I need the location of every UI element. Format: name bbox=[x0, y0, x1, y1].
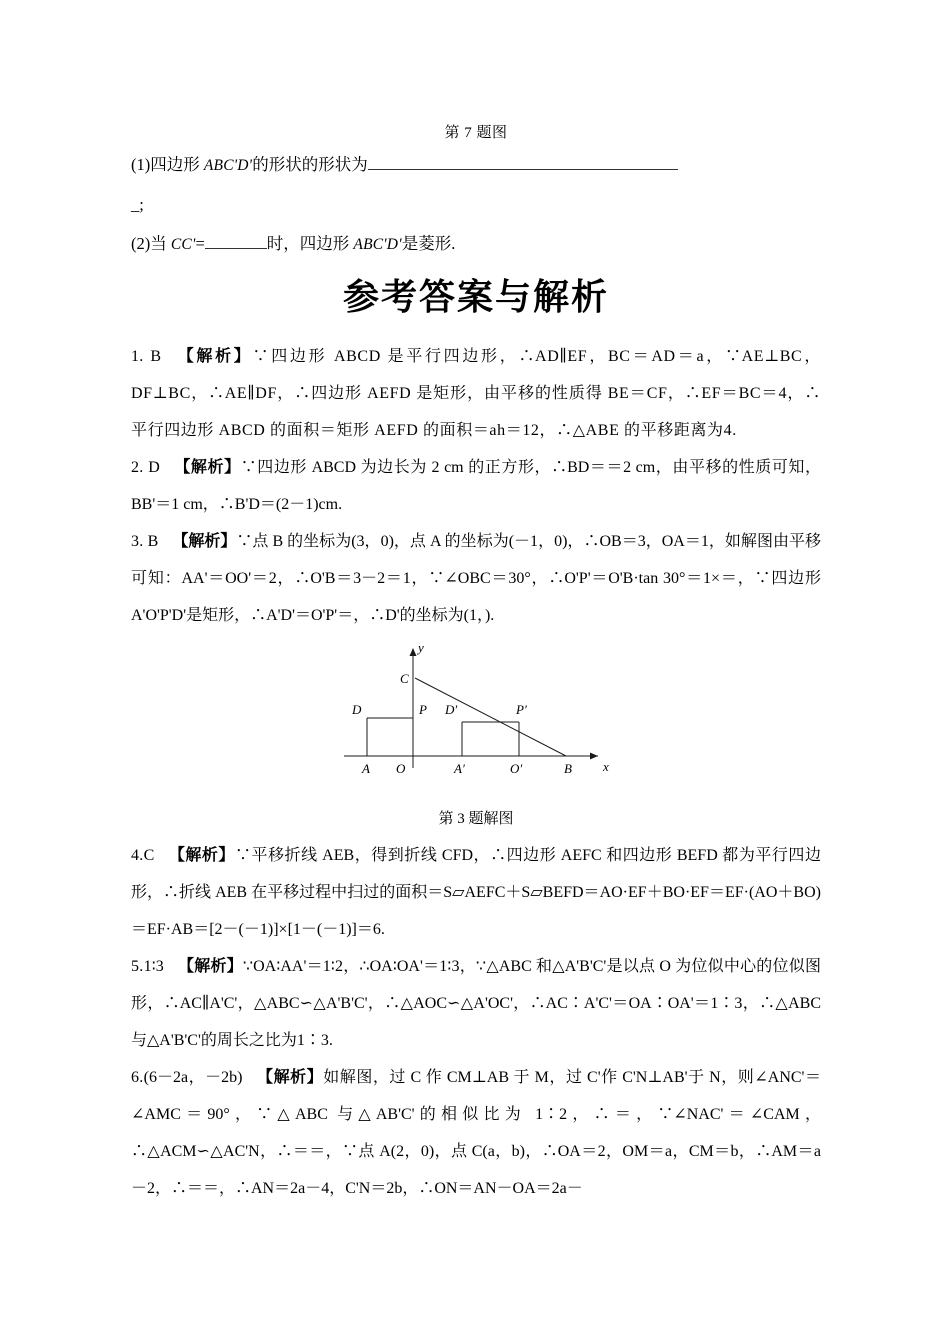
answer-item-2 bbox=[131, 449, 821, 523]
answer-item-1 bbox=[131, 338, 821, 449]
question-1-answer-blank[interactable] bbox=[368, 155, 678, 170]
answer-6-number: 6. bbox=[131, 1069, 144, 1086]
question-2-suffix: 是菱形. bbox=[401, 234, 456, 253]
question-1 bbox=[131, 148, 821, 183]
answer-3-choice: B bbox=[147, 533, 159, 550]
answer-item-4 bbox=[131, 837, 821, 948]
answer-5-choice: 1∶3 bbox=[143, 958, 164, 975]
answer-3-number: 3. bbox=[131, 533, 144, 550]
label-A: A bbox=[362, 761, 370, 776]
page-content bbox=[131, 118, 821, 1207]
answer-2-number: 2. bbox=[131, 459, 144, 476]
question-1-continuation: _; bbox=[131, 195, 144, 214]
answer-6-choice: (6－2a，－2b) bbox=[143, 1069, 243, 1086]
question-2-answer-blank[interactable] bbox=[205, 234, 267, 249]
question-2-italic-cc: CC' bbox=[170, 236, 196, 253]
answer-5-tag: 【解析】 bbox=[177, 958, 243, 975]
label-O-prime: O′ bbox=[510, 761, 523, 776]
question-1-italic-abcd: ABC'D' bbox=[203, 157, 253, 174]
answer-5-number: 5. bbox=[131, 958, 144, 975]
answer-item-3 bbox=[131, 523, 821, 634]
answer-1-number: 1. bbox=[131, 348, 144, 365]
label-D-prime: D′ bbox=[445, 702, 458, 717]
label-x-axis: x bbox=[603, 759, 609, 774]
solution-figure-caption: 第 3 题解图 bbox=[438, 811, 514, 827]
answer-4-choice: C bbox=[143, 847, 155, 864]
label-y-axis: y bbox=[418, 640, 424, 655]
label-C: C bbox=[400, 671, 409, 686]
answer-item-5 bbox=[131, 948, 821, 1059]
answer-3-body: ∵点 B 的坐标为(3，0)，点 A 的坐标为(－1，0)，∴OB＝3，OA＝1，如解图由平移可知：AA'＝OO'＝2，∴O'B＝3－2＝1，∵∠OBC＝30°，∴O'P'＝O'B·tan 30°＝1×＝，∵四边形 A'O'P'D'是矩形，∴A'D'＝O'P'＝，∴D'的坐标为(1，). bbox=[131, 533, 822, 624]
answer-1-tag: 【解析】 bbox=[175, 348, 253, 365]
figure-caption-top: 第 7 题图 bbox=[444, 125, 508, 141]
answer-2-choice: D bbox=[148, 459, 160, 476]
answer-1-choice: B bbox=[150, 348, 162, 365]
segment-CB bbox=[415, 678, 566, 756]
question-2 bbox=[131, 227, 821, 262]
question-1-prefix: (1)四边形 bbox=[131, 155, 204, 174]
answer-6-body: 如解图，过 C 作 CM⊥AB 于 M，过 C'作 C'N⊥AB'于 N，则∠ANC'＝∠AMC＝90°，∵△ABC 与△AB'C'的相似比为 1∶2，∴＝，∵∠NAC'＝∠CAM，∴△ACM∽△AC'N，∴＝＝，∵点 A(2，0)，点 C(a，b)，∴OA＝2，OM＝a，CM＝b，∴AM＝a－2，∴＝＝，∴AN＝2a－4，C'N＝2b，∴ON＝AN－OA＝2a－ bbox=[131, 1069, 821, 1197]
answer-2-body: ∵四边形 ABCD 为边长为 2 cm 的正方形，∴BD＝＝2 cm，由平移的性质可知，BB'＝1 cm，∴B'D＝(2－1)cm. bbox=[131, 459, 821, 513]
answer-6-tag: 【解析】 bbox=[256, 1069, 324, 1086]
question-2-italic-abcd: ABC'D' bbox=[353, 236, 402, 253]
y-axis-arrow bbox=[410, 648, 417, 656]
answer-4-number: 4. bbox=[131, 847, 144, 864]
answer-1-body: ∵四边形 ABCD 是平行四边形，∴AD∥EF，BC＝AD＝a，∵AE⊥BC，DF⊥BC，∴AE∥DF，∴四边形 AEFD 是矩形，由平移的性质得 BE＝CF，∴EF＝BC＝4，∴平行四边形 ABCD 的面积＝矩形 AEFD 的面积＝ah＝12，∴△ABE 的平移距离为4. bbox=[131, 348, 821, 439]
page-title: 参考答案与解析 bbox=[342, 277, 609, 318]
answer-3-tag: 【解析】 bbox=[172, 533, 237, 550]
solution-figure bbox=[131, 638, 821, 803]
label-P: P bbox=[419, 702, 427, 717]
question-2-middle: 时，四边形 bbox=[266, 234, 354, 253]
coordinate-geometry-diagram bbox=[326, 638, 626, 798]
label-A-prime: A′ bbox=[454, 761, 465, 776]
label-D: D bbox=[352, 702, 362, 717]
label-B: B bbox=[564, 761, 572, 776]
label-P-prime: P′ bbox=[516, 702, 527, 717]
answer-2-tag: 【解析】 bbox=[173, 459, 241, 476]
answer-4-tag: 【解析】 bbox=[168, 847, 235, 864]
answer-4-body: ∵平移折线 AEB，得到折线 CFD，∴四边形 AEFC 和四边形 BEFD 都为平行四边形，∴折线 AEB 在平移过程中扫过的面积＝S▱AEFC＋S▱BEFD＝AO·EF＋BO·EF＝EF·(AO＋BO)＝EF·AB＝[2－(－1)]×[1－(－1)]＝6. bbox=[131, 847, 821, 938]
x-axis-arrow bbox=[590, 753, 598, 760]
label-O: O bbox=[396, 761, 406, 776]
question-2-equals: = bbox=[195, 234, 205, 253]
answer-5-body: ∵OA∶AA'＝1∶2，∴OA∶OA'＝1∶3，∵△ABC 和△A'B'C'是以点 O 为位似中心的位似图形，∴AC∥A'C'，△ABC∽△A'B'C'，∴△AOC∽△A'OC'，∴AC∶A'C'＝OA∶OA'＝1∶3，∴△ABC 与△A'B'C'的周长之比为1∶3. bbox=[131, 958, 821, 1049]
answer-item-6 bbox=[131, 1059, 821, 1207]
question-1-middle: 的形状的形状为 bbox=[252, 155, 368, 174]
question-2-prefix: (2)当 bbox=[131, 234, 171, 253]
